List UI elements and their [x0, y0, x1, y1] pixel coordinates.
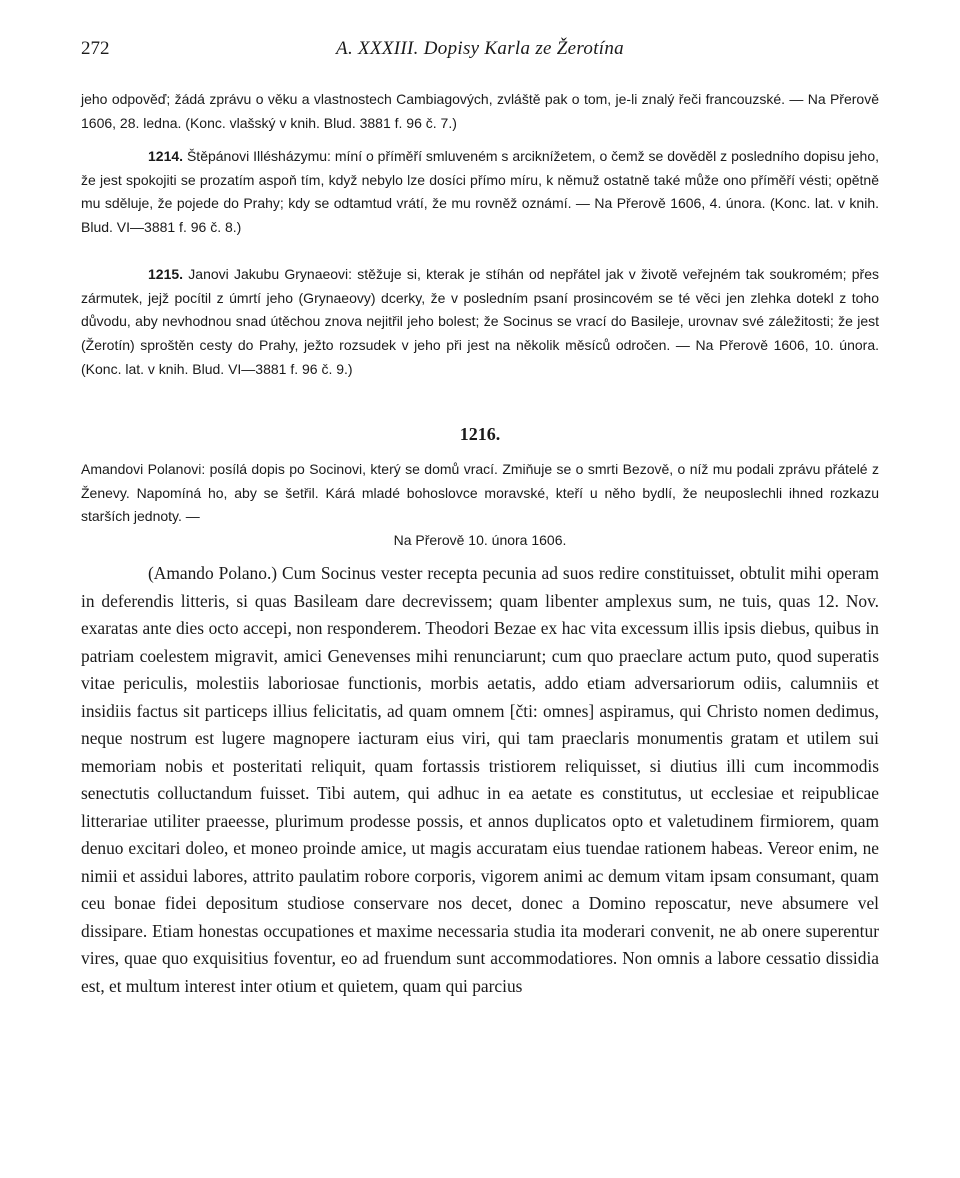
letter-text: (Amando Polano.) Cum Socinus vester recepta pecunia ad suos redire constituisset, obtulit mihi operam in deferendis litteris, si quas Basileam dare decrevissem; quam libenter amplexus sum, ne tuis, quas 12. Nov. exaratas ante dies octo accepi, non responderem. Theodori Bezae ex hac vita excessum illis ipsis diebus, quibus in patriam coelestem migravit, amici Genevenses mihi renunciarunt; cum quo praeclare actum puto, quod superatis vitae periculis, molestiis laboriosae functionis, morbis aetatis, addo etiam adversariorum odiis, calumniis et insidiis factus sit particeps illius felicitatis, ad quam omnem [čti: omnes] aspiramus, qui Christo nomen dedimus, neque nostrum est lugere magnopere iacturam eius viri, qui tam praeclaris monumentis gratam et utilem sui memoriam nobis et posteritati reliquit, quam fortassis tristiorem reliquisset, si diutius illi cum incommodis senectutis colluctandum fuisset. Tibi autem, qui adhuc in ea aetate es constitutus, ut ecclesiae et reipublicae litterariae utiliter praeesse, plurimum prodesse possis, et annos duplicatos opto et valetudinem firmiorem, quam denuo excitari doleo, et moneo proinde amice, ut magis accuratam eius tuendae rationem habeas. Vereor enim, ne nimii et assidui labores, attrito paulatim robore corporis, vigorem animi ac demum vitam ipsam consumant, quam ceu bonae fidei depositum studiose conservare nos decet, donec a Domino reposcatur, neve absumere vel dissipare. Etiam honestas occupationes et maxime necessaria studia ita moderari convenit, ne ab onere superentur vires, quae quo exquisitius foventur, eo ad fruendum sunt accommodatiores. Non omnis a labore cessatio dissidia est, et multum interest inter otium et quietem, quam qui parcius — [81, 563, 879, 996]
continuation-paragraph — [81, 88, 879, 135]
entry-number: 1215. — [148, 266, 184, 282]
page-number: 272 — [81, 38, 110, 59]
section-heading: 1216. — [459, 424, 501, 444]
entry-text: Janovi Jakubu Grynaeovi: stěžuje si, kterak je stíhán od nepřátel jak v životě veřejném tak soukromém; přes zármutek, jejž pocítil z úmrtí jeho (Grynaeovy) dcerky, že v posledním psaní prosincovém se té věci jen zlehka dotekl z toho důvodu, aby nevhodnou snad útěchou znova nejitřil jeho bolest; že Socinus se vrací do Basileje, urovnav své záležitosti; že jest (Žerotín) sproštěn cesty do Prahy, ježto rozsudek v jeho při jest na několik měsíců odročen. — Na Přerově 1606, 10. února. (Konc. lat. v knih. Blud. VI—3881 f. 96 č. 9.) — [81, 266, 879, 377]
section-summary — [81, 458, 879, 553]
summary-dateline: Na Přerově 10. února 1606. — [393, 532, 567, 549]
entry-text: Štěpánovi Illésházymu: míní o příměří smluveném s arciknížetem, o čemž se dověděl z posledního dopisu jeho, že jest spokojiti se prozatím aspoň tím, když nebylo lze dosíci přímo míru, k němuž ostatně také může ono příměří vésti; opětně mu sděluje, že pojede do Prahy; kdy se odtamtud vrátí, že mu rovněž oznámí. — Na Přerově 1606, 4. února. (Konc. lat. v knih. Blud. VI—3881 f. 96 č. 8.) — [81, 148, 880, 236]
entry-number: 1214. — [148, 148, 184, 164]
page-header — [81, 38, 879, 64]
running-title: A. XXXIII. Dopisy Karla ze Žerotína — [336, 38, 624, 59]
letter-body — [81, 560, 879, 1000]
document-page — [81, 0, 879, 1178]
entry-1215 — [81, 263, 879, 382]
summary-text: Amandovi Polanovi: posílá dopis po Socinovi, který se domů vrací. Zmiňuje se o smrti Bezově, o níž mu podali zprávu přátelé z Ženevy. Napomíná ho, aby se šetřil. Kárá mladé bohoslovce moravské, kteří u něho bydlí, že neuposlechli ihned rozkazu starších jednoty. — — [81, 461, 879, 525]
continuation-text: jeho odpověď; žádá zprávu o věku a vlastnostech Cambiagových, zvláště pak o tom, je-li znalý řeči francouzské. — Na Přerově 1606, 28. ledna. (Konc. vlašský v knih. Blud. 3881 f. 96 č. 7.) — [81, 91, 879, 131]
entry-1214 — [81, 145, 879, 240]
